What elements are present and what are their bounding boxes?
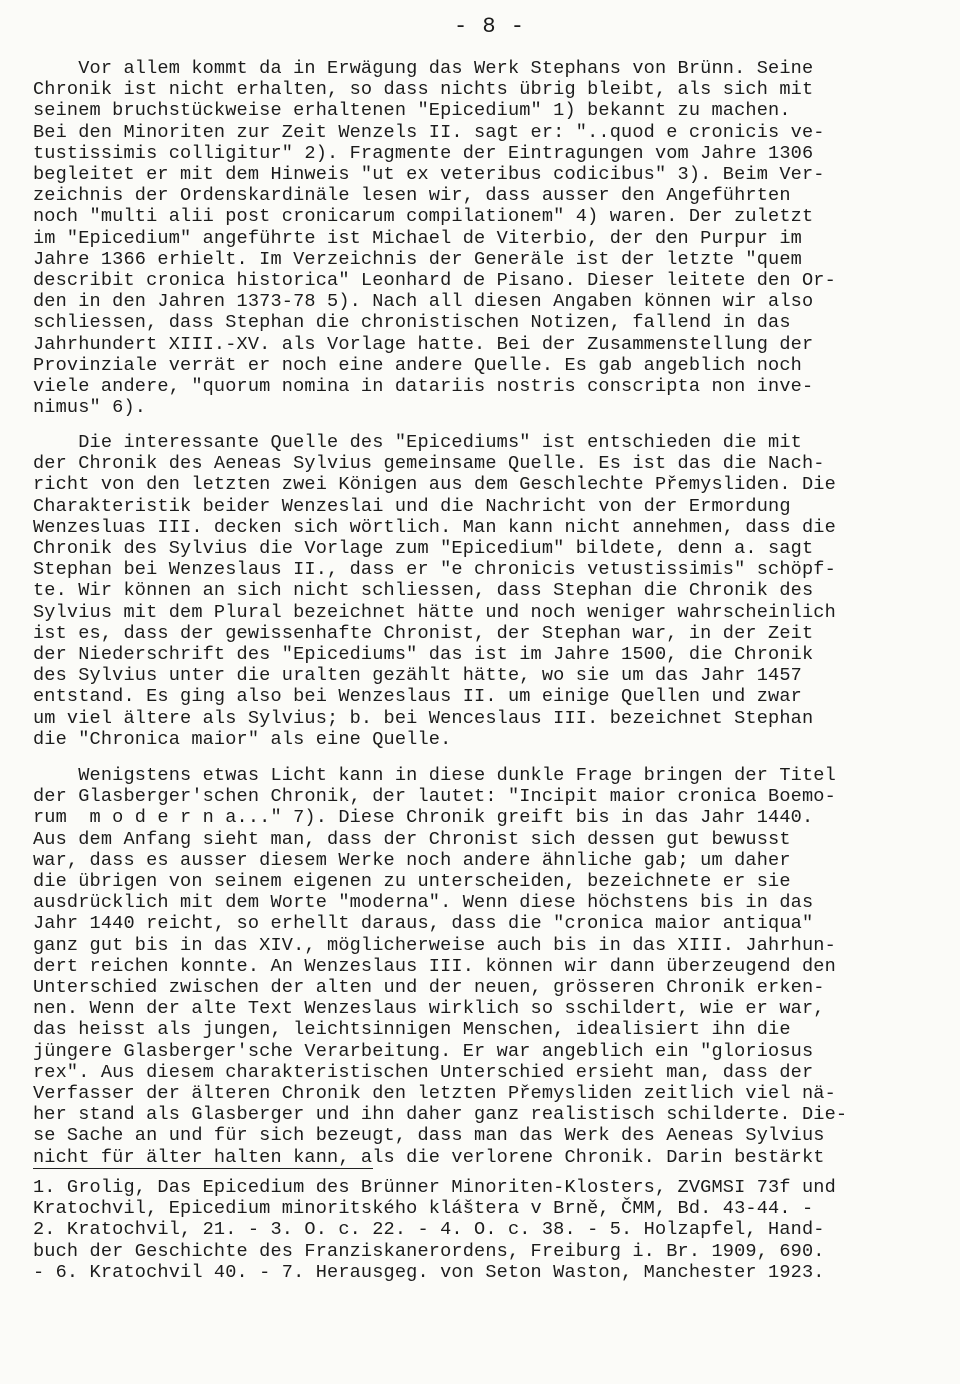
text-line: die übrigen von seinem eigenen zu unterscheiden, bezeichnete er sie — [33, 871, 791, 892]
text-line: schliessen, dass Stephan die chronistischen Notizen, fallend in das — [33, 312, 791, 334]
text-line: te. Wir können an sich nicht schliessen, dass Stephan die Chronik des — [33, 580, 814, 602]
footnote-line: - 6. Kratochvil 40. - 7. Herausgeg. von Seton Waston, Manchester 1923. — [33, 1261, 825, 1283]
text-line: dert reichen konnte. An Wenzeslaus III. können wir dann überzeugend den — [33, 955, 836, 977]
footnote-line: 1. Grolig, Das Epicedium des Brünner Minoriten-Klosters, ZVGMSI 73f und — [33, 1177, 836, 1198]
text-line: war, dass es ausser diesem Werke noch andere ähnliche gab; um daher — [33, 849, 791, 871]
text-line: se Sache an und für sich bezeugt, dass man das Werk des Aeneas Sylvius — [33, 1125, 825, 1147]
text-line: jüngere Glasberger'sche Verarbeitung. Er war angeblich ein "gloriosus — [33, 1040, 814, 1062]
text-line: her stand als Glasberger und ihn daher ganz realistisch schilderte. Die- — [33, 1104, 848, 1126]
text-line: Jahre 1366 erhielt. Im Verzeichnis der Generäle ist der letzte "quem — [33, 248, 802, 270]
text-line: die "Chronica maior" als eine Quelle. — [33, 728, 452, 750]
text-line: nimus" 6). — [33, 397, 147, 419]
text-line: noch "multi alii post cronicarum compilationem" 4) waren. Der zuletzt — [33, 206, 814, 228]
text-line: entstand. Es ging also bei Wenzeslaus II. um einige Quellen und zwar — [33, 686, 802, 708]
text-line: Stephan bei Wenzeslaus II., dass er "e chronicis vetustissimis" schöpf- — [33, 559, 836, 581]
text-line: Die interessante Quelle des "Epicediums" ist entschieden die mit — [33, 432, 802, 453]
text-line: der Chronik des Aeneas Sylvius gemeinsame Quelle. Es ist das die Nach- — [33, 453, 825, 475]
text-line: der Niederschrift des "Epicediums" das ist im Jahre 1500, die Chronik — [33, 644, 814, 665]
text-line: um viel ältere als Sylvius; b. bei Wenceslaus III. bezeichnet Stephan — [33, 707, 814, 729]
text-line: Chronik des Sylvius die Vorlage zum "Epicedium" bildete, denn a. sagt — [33, 538, 814, 559]
text-line: zeichnis der Ordenskardinäle lesen wir, dass ausser den Angeführten — [33, 185, 791, 207]
text-line: Vor allem kommt da in Erwägung das Werk Stephans von Brünn. Seine — [33, 58, 814, 79]
text-line: Wenigstens etwas Licht kann in diese dunkle Frage bringen der Titel — [33, 765, 836, 786]
text-line: nicht für älter halten kann, als die verlorene Chronik. Darin bestärkt — [33, 1146, 825, 1168]
text-line: begleitet er mit dem Hinweis "ut ex veteribus codicibus" 3). Beim Ver- — [33, 164, 825, 185]
text-line: Verfasser der älteren Chronik den letzten Přemysliden zeitlich viel nä- — [33, 1083, 836, 1104]
text-line: nen. Wenn der alte Text Wenzeslaus wirklich so sschildert, wie er war, — [33, 998, 825, 1020]
footnote-line: 2. Kratochvil, 21. - 3. O. c. 22. - 4. O. c. 38. - 5. Holzapfel, Hand- — [33, 1219, 825, 1241]
text-line: Aus dem Anfang sieht man, dass der Chronist sich dessen gut bewusst — [33, 828, 791, 850]
text-line: rum m o d e r n a..." 7). Diese Chronik greift bis in das Jahr 1440. — [33, 807, 814, 829]
text-line: Charakteristik beider Wenzeslai und die Nachricht von der Ermordung — [33, 495, 791, 517]
text-line: ist es, dass der gewissenhafte Chronist, der Stephan war, in der Zeit — [33, 622, 814, 644]
text-line: rex". Aus diesem charakteristischen Unterschied ersieht man, dass der — [33, 1061, 814, 1083]
text-line: im "Epicedium" angeführte ist Michael de Viterbio, der den Purpur im — [33, 227, 802, 249]
text-line: der Glasberger'schen Chronik, der lautet: "Incipit maior cronica Boemo- — [33, 786, 836, 808]
text-line: Bei den Minoriten zur Zeit Wenzels II. sagt er: "..quod e cronicis ve- — [33, 121, 825, 143]
text-line: viele andere, "quorum nomina in datariis nostris conscripta non inve- — [33, 376, 814, 397]
text-line: describit cronica historica" Leonhard de Pisano. Dieser leitete den Or- — [33, 270, 836, 291]
text-line: Unterschied zwischen der alten und der neuen, grösseren Chronik erken- — [33, 977, 825, 998]
text-line: tustissimis colligitur" 2). Fragmente der Eintragungen vom Jahre 1306 — [33, 142, 814, 164]
footnote-separator — [33, 1168, 373, 1169]
footnote-line: Kratochvil, Epicedium minoritského kláštera v Brně, ČMM, Bd. 43-44. - — [33, 1198, 814, 1220]
text-line: das heisst als jungen, leichtsinnigen Menschen, idealisiert ihn die — [33, 1019, 791, 1041]
text-line: seinem bruchstückweise erhaltenen "Epicedium" 1) bekannt zu machen. — [33, 100, 791, 122]
text-line: Sylvius mit dem Plural bezeichnet hätte und noch weniger wahrscheinlich — [33, 601, 836, 623]
text-line: des Sylvius unter die uralten gezählt hätte, wo sie um das Jahr 1457 — [33, 665, 802, 687]
text-line: Wenzesluas III. decken sich wörtlich. Man kann nicht annehmen, dass die — [33, 516, 836, 538]
text-line: Jahr 1440 reicht, so erhellt daraus, dass die "cronica maior antiqua" — [33, 913, 814, 935]
text-line: Jahrhundert XIII.-XV. als Vorlage hatte. Bei der Zusammenstellung der — [33, 333, 814, 355]
text-line: richt von den letzten zwei Königen aus dem Geschlechte Přemysliden. Die — [33, 474, 836, 496]
text-line: Chronik ist nicht erhalten, so dass nichts übrig bleibt, als sich mit — [33, 79, 814, 101]
page-number: - 8 - — [454, 14, 526, 39]
text-line: ganz gut bis in das XIV., möglicherweise auch bis in das XIII. Jahrhun- — [33, 934, 836, 956]
footnote-line: buch der Geschichte des Franziskanerordens, Freiburg i. Br. 1909, 690. — [33, 1240, 825, 1262]
text-line: den in den Jahren 1373-78 5). Nach all diesen Angaben können wir also — [33, 291, 814, 313]
text-line: ausdrücklich mit dem Worte "moderna". Wenn diese höchstens bis in das — [33, 892, 814, 914]
text-line: Provinziale verrät er noch eine andere Quelle. Es gab angeblich noch — [33, 354, 802, 376]
